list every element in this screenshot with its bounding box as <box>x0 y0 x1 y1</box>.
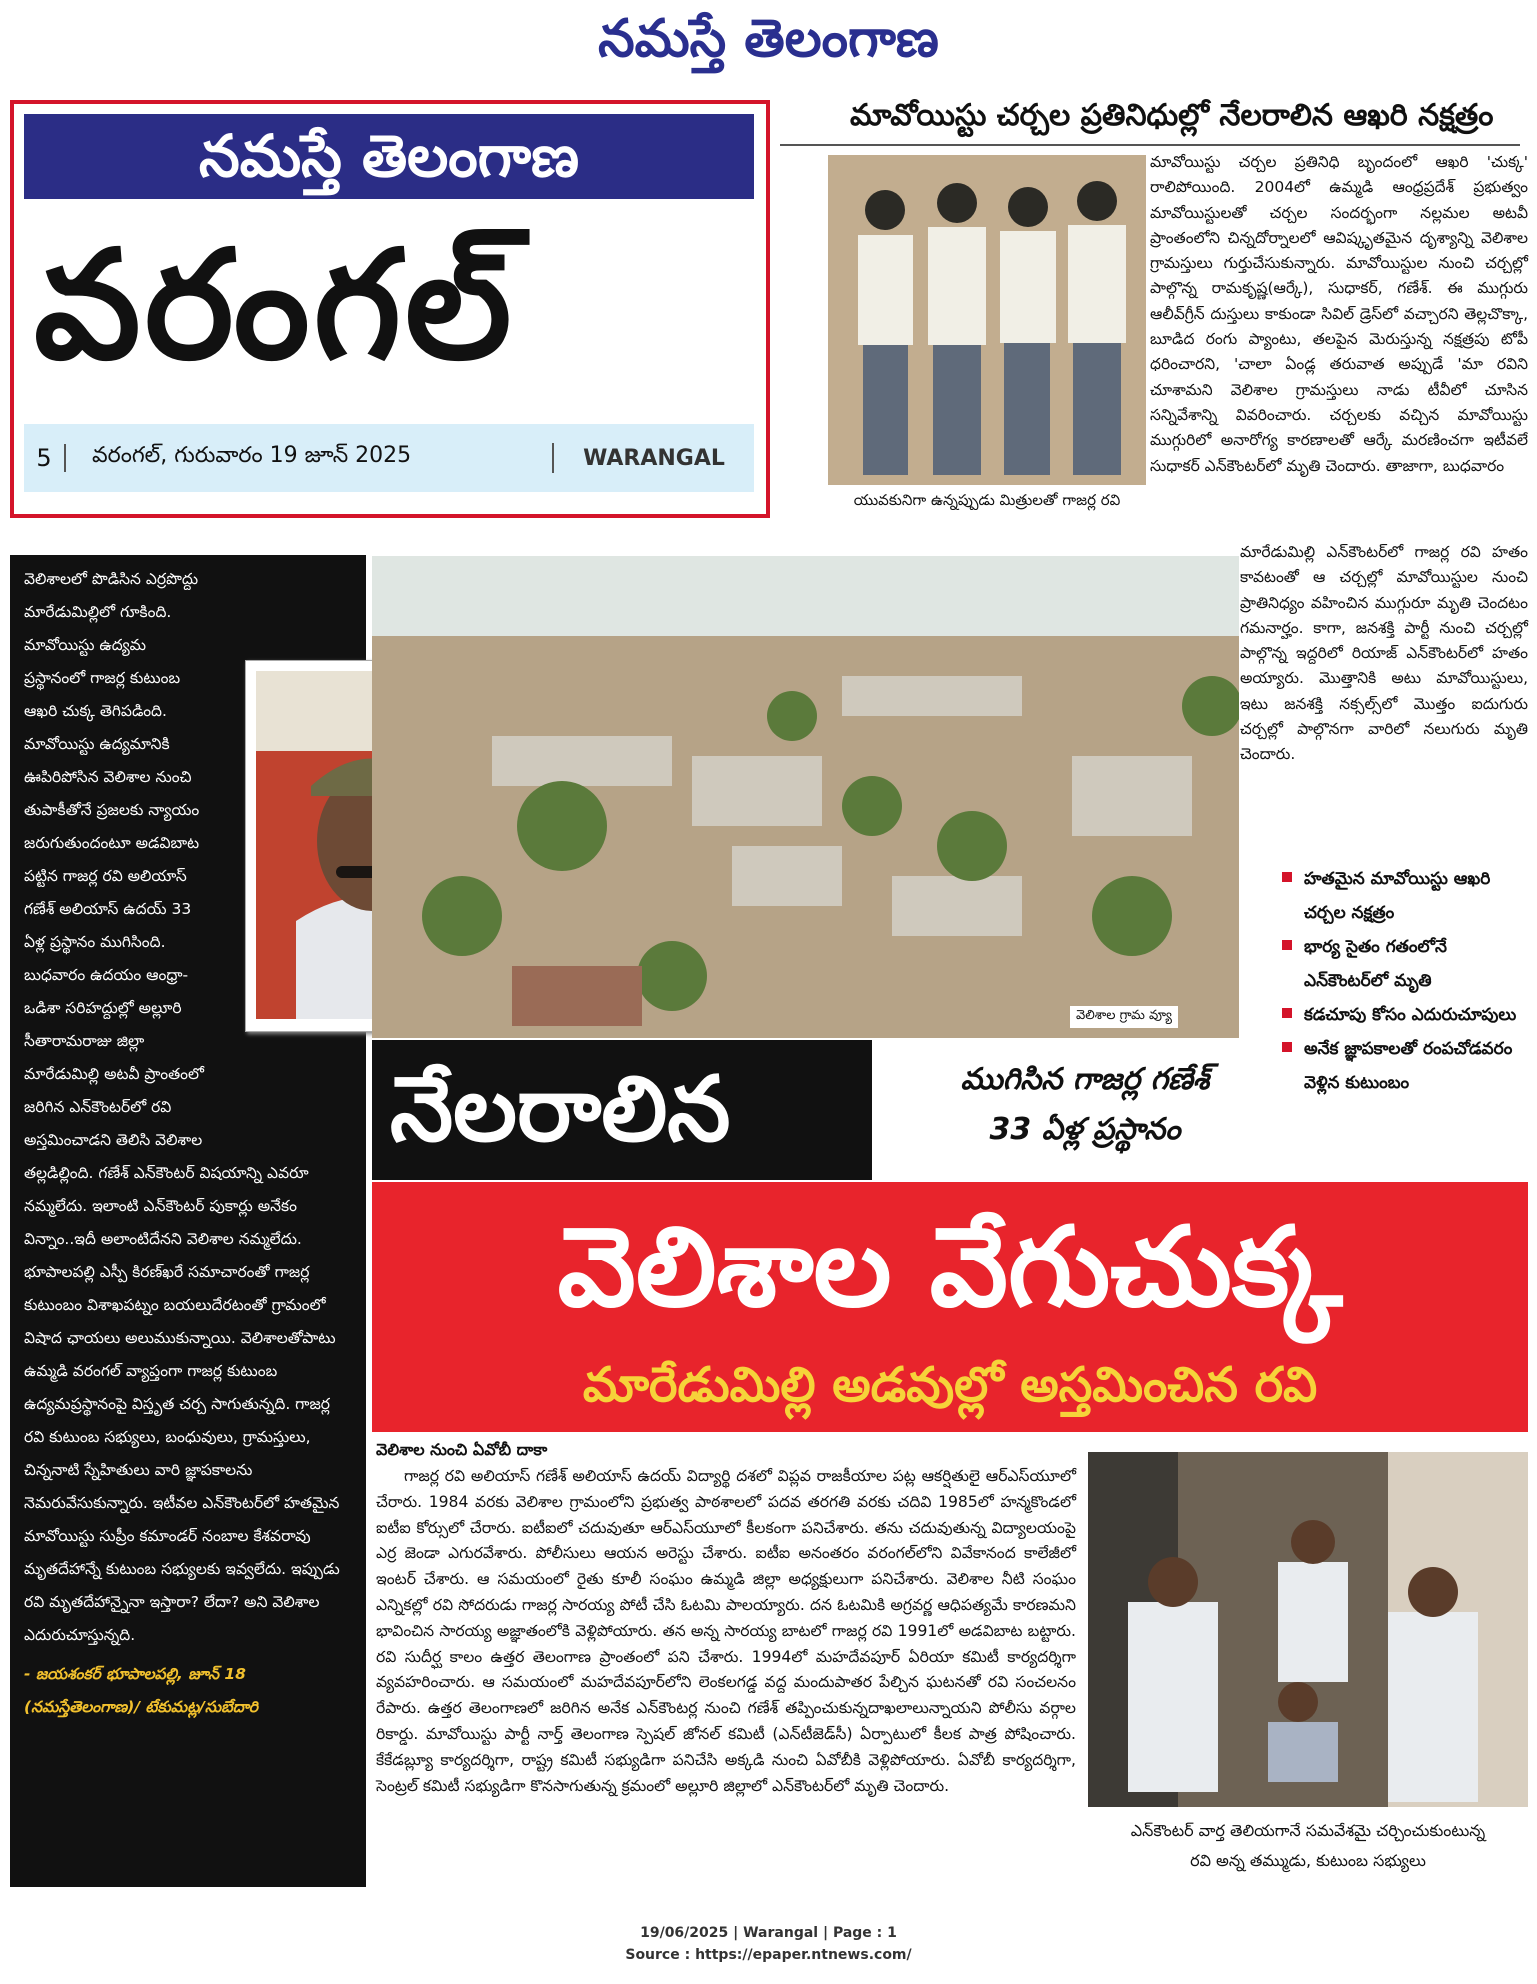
subhead-line: 33 ఏళ్ల ప్రస్థానం <box>989 1112 1181 1147</box>
subhead-line: ముగిసిన గాజర్ల గణేశ్ <box>960 1062 1210 1097</box>
friends-photo-caption: యువకునిగా ఉన్నప్పుడు మిత్రులతో గాజర్ల రవి <box>853 491 1121 509</box>
highlight-item: భార్య సైతం గతంలోనే ఎన్‌కౌంటర్‌లో మృతి <box>1280 930 1530 998</box>
village-photo-caption: వెలిశాల గ్రామ వ్యూ <box>1070 1006 1178 1028</box>
section-label: వెలిశాల నుంచి ఏవోబీ దాకా <box>376 1440 548 1459</box>
main-kicker-headline: నేలరాలిన <box>372 1040 872 1180</box>
footer-source-link[interactable]: Source : https://epaper.ntnews.com/ <box>625 1947 912 1963</box>
page-number: 5 <box>24 444 66 472</box>
masthead-brand: నమస్తే తెలంగాణ <box>24 114 754 199</box>
main-deck: మారేడుమిల్లి అడవుల్లో అస్తమించిన రవి <box>582 1357 1318 1413</box>
family-photo-illustration <box>1088 1452 1528 1807</box>
edition-name: WARANGAL <box>583 445 725 471</box>
highlight-list <box>1280 862 1530 1100</box>
story2-paragraph: గాజర్ల రవి అలియాస్ గణేశ్ అలియాస్ ఉదయ్ విద్యార్థి దశలో విప్లవ రాజకీయాల పట్ల ఆకర్షితులై ఆర్‌ఎస్‌యూలో చేరారు. 1984 వరకు వెలిశాల గ్రామంలోని ప్రభుత్వ పాఠశాలలో పదవ తరగతి వరకు చదివి 1985లో హన్మకొండలో ఐటీఐ కోర్సులో చేరారు. ఐటీఐలో చదువుతూ ఆర్‌ఎస్‌యూలో కీలకంగా పనిచేశారు. తను చదువుతున్న విద్యాలయంపై ఎర్ర జెండా ఎగురవేశారు. పోలీసులు ఆయన అరెస్టు చేశారు. ఐటీఐ అనంతరం వరంగల్‌లోని వివేకానంద కాలేజీలో ఇంటర్ చేశారు. ఆ సమయంలో రైతు కూలీ సంఘం ఉమ్మడి జిల్లా అధ్యక్షులుగా పనిచేశారు. వెలిశాల నీటి సంఘం ఎన్నికల్లో రవి సోదరుడు గాజర్ల సారయ్య పోటీ చేసి ఓటమి పాలయ్యారు. దన ఓటమికి అగ్రవర్ణ ఆధిపత్యమే కారణమని భావించిన సారయ్య అజ్ఞాతంలోకి వెళ్లిపోయారు. తన అన్న సారయ్య బాటలో గాజర్ల రవి 1991లో అడవిబాట బట్టారు. రవి సుదీర్ఘ కాలం ఉత్తర తెలంగాణ ప్రాంతంలో పని చేశారు. 1994లో మహదేవపూర్ ఏరియా కమిటీ కార్యదర్శిగా వ్యవహరించారు. ఆ సమయంలో మహదేవపూర్‌లోని లెంకలగడ్డ వద్ద మందుపాతర పేల్చిన ఘటనతో రవి సంచలనం రేపారు. ఉత్తర తెలంగాణలో జరిగిన అనేక ఎన్‌కౌంటర్ల నుంచి గణేశ్ తప్పించుకున్నదాఖలాలున్నాయని పోలీసు వర్గాల రికార్డు. మావోయిస్టు పార్టీ నార్త్ తెలంగాణ స్పెషల్ జోనల్ కమిటీ (ఎన్‌టీజెడ్‌సీ) ఏర్పాటులో కీలక పాత్ర పోషించారు. కేకేడబ్ల్యూ కార్యదర్శిగా, రాష్ట్ర కమిటీ సభ్యుడిగా పనిచేసి అక్కడి నుంచి ఏవోబీకి వెళ్లిపోయారు. ఏవోబీ కార్యదర్శిగా, సెంట్రల్ కమిటీ సభ్యుడిగా కొనసాగుతున్న క్రమంలో అల్లూరి జిల్లాలో ఎన్‌కౌంటర్‌లో మృతి చెందారు. <box>376 1467 1076 1795</box>
sidebar-credit: - జయశంకర్ భూపాలపల్లి, జూన్ 18 (నమస్తేతెలంగాణ)/ టేకుమట్ల/సుబేదారి <box>24 1665 258 1716</box>
village-aerial-photo <box>372 556 1239 1038</box>
story1-body <box>1150 150 1528 479</box>
family-photo <box>1088 1452 1528 1807</box>
main-subhead <box>900 1055 1270 1155</box>
caption-line: ఎన్‌కౌంటర్ వార్త తెలియగానే సమవేశమై చర్చించుకుంటున్న <box>1130 1821 1486 1840</box>
village-illustration <box>372 556 1239 1038</box>
highlight-item: హతమైన మావోయిస్టు ఆఖరి చర్చల నక్షత్రం <box>1280 862 1530 930</box>
sidebar-text: వెలిశాలలో పొడిసిన ఎర్రపొద్దు మారేడుమిల్లిలో గూకింది. మావోయిస్టు ఉద్యమ ప్రస్థానంలో గాజర్ల కుటుంబ ఆఖరి చుక్క తెగిపడింది. మావోయిస్టు ఉద్యమానికి ఊపిరిపోసిన వెలిశాల నుంచి తుపాకీతోనే ప్రజలకు న్యాయం జరుగుతుందంటూ అడవిబాట పట్టిన గాజర్ల రవి అలియాస్ గణేశ్ అలియాస్ ఉదయ్ 33 ఏళ్ల ప్రస్థానం ముగిసింది. బుధవారం ఉదయం ఆంధ్రా-ఒడిశా సరిహద్దుల్లో అల్లూరి సీతారామరాజు జిల్లా మారేడుమిల్లి అటవీ ప్రాంతంలో జరిగిన ఎన్‌కౌంటర్‌లో రవి అస్తమించాడని తెలిసి వెలిశాల తల్లడిల్లింది. గణేశ్ ఎన్‌కౌంటర్ విషయాన్ని ఎవరూ నమ్మలేదు. ఇలాంటి ఎన్‌కౌంటర్ పుకార్లు అనేకం విన్నాం..ఇదీ అలాంటిదేనని వెలిశాల నమ్మలేదు. భూపాలపల్లి ఎస్పీ కిరణ్‌ఖరే సమాచారంతో గాజర్ల కుటుంబం విశాఖపట్నం బయలుదేరటంతో గ్రామంలో విషాద ఛాయలు అలుముకున్నాయి. వెలిశాలతోపాటు ఉమ్మడి వరంగల్ వ్యాప్తంగా గాజర్ల కుటుంబ ఉద్యమప్రస్థానంపై విస్తృత చర్చ సాగుతున్నది. గాజర్ల రవి కుటుంబ సభ్యులు, బంధువులు, గ్రామస్తులు, చిన్ననాటి స్నేహితులు వారి జ్ఞాపకాలను నెమరువేసుకున్నారు. ఇటీవల ఎన్‌కౌంటర్‌లో హతమైన మావోయిస్టు సుప్రీం కమాండర్ నంబాల కేశవరావు మృతదేహాన్నే కుటుంబ సభ్యులకు ఇవ్వలేదు. ఇప్పుడు రవి మృతదేహాన్నైనా ఇస్తారా? లేదా? అని వెలిశాల ఎదురుచూస్తున్నది. <box>24 570 340 1644</box>
highlight-item: కడచూపు కోసం ఎదురుచూపులు <box>1280 998 1530 1032</box>
story1-headline: మావోయిస్టు చర్చల ప్రతినిధుల్లో నేలరాలిన ఆఖరి నక్షత్రం <box>850 98 1494 133</box>
main-headline-band <box>372 1182 1528 1432</box>
divider <box>780 144 1520 146</box>
footer-date-line: 19/06/2025 | Warangal | Page : 1 <box>640 1925 897 1941</box>
story1-body-continued <box>1240 540 1528 768</box>
friends-photo <box>828 155 1146 485</box>
story1-paragraph: మారేడుమిల్లి ఎన్‌కౌంటర్‌లో గాజర్ల రవి హతం కావటంతో ఆ చర్చల్లో మావోయిస్టుల నుంచి ప్రాతినిధ్యం వహించిన ముగ్గురూ మృతి చెందటం గమనార్హం. కాగా, జనశక్తి పార్టీ నుంచి చర్చల్లో పాల్గొన్న ఇద్దరిలో రియాజ్ ఎన్‌కౌంటర్‌లో హతం అయ్యారు. మొత్తానికి అటు మావోయిస్టులు, ఇటు జనశక్తి నక్సల్స్‌లో మొత్తం ఐదుగురు చర్చల్లో పాల్గొనగా వారిలో నలుగురు మృతి చెందారు. <box>1240 543 1528 764</box>
page-footer <box>0 1922 1537 1966</box>
main-headline: వెలిశాల వేగుచుక్క <box>557 1203 1343 1331</box>
city-name: వరంగల్ <box>34 219 516 393</box>
family-photo-caption <box>1088 1816 1528 1876</box>
edition-masthead <box>10 100 770 518</box>
newspaper-logo: నమస్తే తెలంగాణ <box>598 8 939 69</box>
dateline-bar <box>24 424 754 492</box>
highlight-item: అనేక జ్ఞాపకాలతో రంపచోడవరం వెళ్లిన కుటుంబం <box>1280 1032 1530 1100</box>
friends-photo-illustration <box>828 155 1146 485</box>
story1-paragraph: మావోయిస్టు చర్చల ప్రతినిధి బృందంలో ఆఖరి 'చుక్క' రాలిపోయింది. 2004లో ఉమ్మడి ఆంధ్రప్రదేశ్ ప్రభుత్వం మావోయిస్టులతో చర్చల సందర్భంగా నల్లమల అటవీ ప్రాంతంలోని చిన్నదోర్నాలలో ఆవిష్కృతమైన దృశ్యాన్ని వెలిశాల గ్రామస్తులు గుర్తుచేసుకున్నారు. మావోయిస్టుల నుంచి చర్చల్లో పాల్గొన్న రామకృష్ణ(ఆర్కే), సుధాకర్, గణేశ్. ఈ ముగ్గురు ఆలీవ్‌గ్రీన్ దుస్తులు కాకుండా సివిల్ డ్రెస్‌లో వచ్చారని తెల్లచొక్కా, బూడిద రంగు ప్యాంటు, తలపైన మెరుస్తున్న నక్షత్రపు టోపీ ధరించారని, 'చాలా ఏండ్ల తరువాత అప్పుడే 'మా రవిని చూశామని వెలిశాల గ్రామస్తులు నాడు టీవీలో చూసిన సన్నివేశాన్ని వివరించారు. చర్చలకు వచ్చిన మావోయిస్టు ముగ్గురిలో అనారోగ్య కారణాలతో ఆర్కే మరణించగా ఇటీవలే సుధాకర్ ఎన్‌కౌంటర్‌లో మృతి చెందారు. తాజాగా, బుధవారం <box>1150 153 1528 475</box>
caption-line: రవి అన్న తమ్ముడు, కుటుంబ సభ్యులు <box>1190 1851 1426 1870</box>
story2-body <box>376 1464 1076 1799</box>
dateline: వరంగల్, గురువారం 19 జూన్ 2025 <box>66 443 554 473</box>
